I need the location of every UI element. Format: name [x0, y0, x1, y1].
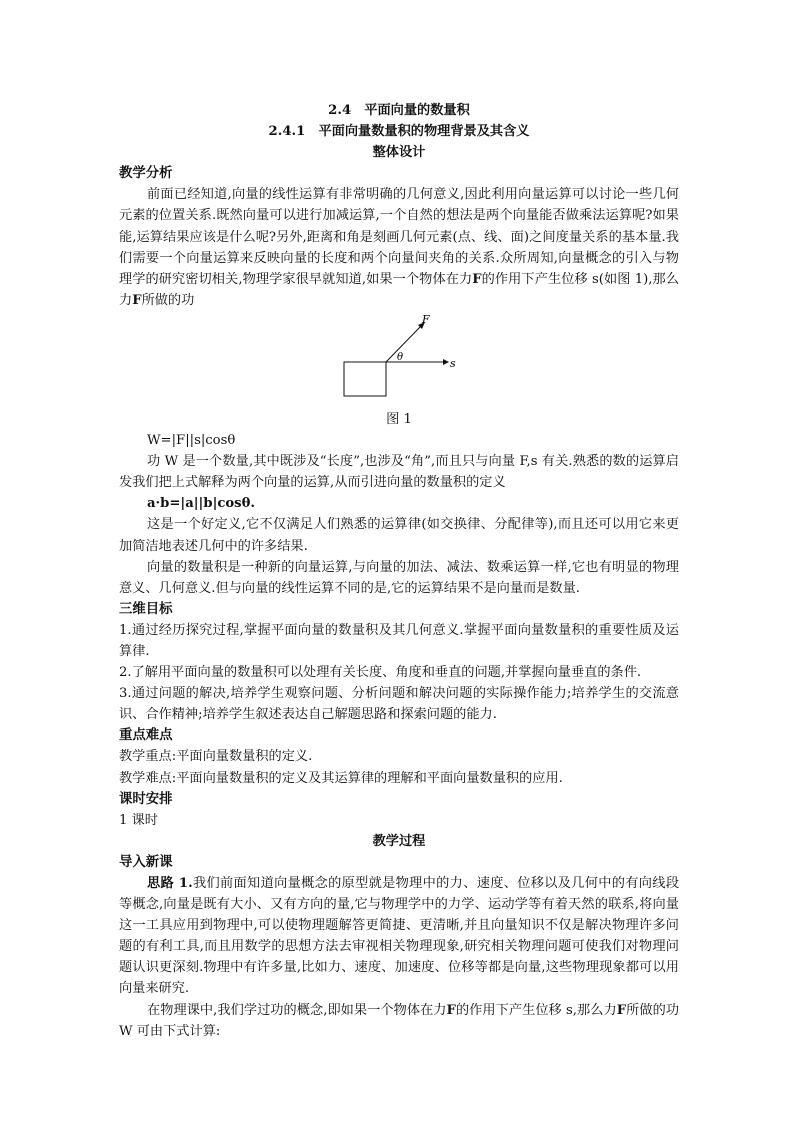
title-design: 整体设计	[372, 145, 426, 161]
analysis-paragraph-2: 功 W 是一个数量,其中既涉及“长度”,也涉及“角”,而且只与向量 F,s 有关.熟悉的数的运算启发我们把上式解释为两个向量的运算,从而引进向量的数量积的定义	[119, 454, 679, 491]
analysis-p1-text: 前面已经知道,向量的线性运算有非常明确的几何意义,因此利用向量运算可以讨论一些几何元素的位置关系.既然向量可以进行加减运算,一个自然的想法是两个向量能否做乘法运算呢?如果能,运算结果应该是什么呢?另外,距离和角是刻画几何元素(点、线、面)之间度量关系的基本量.我们需要一个向量运算来反映向量的长度和两个向量间夹角的关系.众所周知,向量概念的引入与物理学的研究密切相关,物理学家很早就知道,如果一个物体在力	[119, 187, 679, 287]
goal-item-2: 2.了解用平面向量的数量积可以处理有关长度、角度和垂直的问题,并掌握向量垂直的条件.	[119, 665, 642, 681]
heading-key-points: 重点难点	[119, 728, 173, 744]
intro-label: 思路 1.	[147, 876, 193, 891]
formula-work: W=|F||s|cosθ	[147, 433, 236, 449]
goal-item-3: 3.通过问题的解决,培养学生观察问题、分析问题和解决问题的实际操作能力;培养学生的交流意识、合作精神;培养学生叙述表达自己解题思路和探索问题的能力.	[119, 686, 679, 723]
analysis-paragraph-3: 这是一个好定义,它不仅满足人们熟悉的运算律(如交换律、分配律等),而且还可以用它来更加简洁地表述几何中的许多结果.	[119, 517, 679, 554]
force-figure	[119, 311, 679, 413]
key-focus: 教学重点:平面向量数量积的定义.	[119, 749, 313, 765]
displacement-arrowhead	[443, 359, 449, 365]
figure-caption: 图 1	[386, 411, 412, 427]
label-s: s	[450, 356, 456, 370]
heading-analysis: 教学分析	[119, 166, 173, 182]
intro-paragraph-2	[119, 1000, 679, 1042]
title-process: 教学过程	[372, 833, 426, 849]
label-F: F	[422, 312, 430, 326]
analysis-paragraph-1	[119, 184, 679, 311]
vector-F: F	[472, 271, 482, 287]
analysis-p1-mid: 的作用下产生位移 s(如图 1),那么力	[119, 271, 679, 308]
schedule-text: 1 课时	[119, 812, 158, 828]
formula-dot-product: a·b=|a||b|cosθ.	[147, 496, 255, 512]
goal-item-1: 1.通过经历探究过程,掌握平面向量的数量积及其几何意义.掌握平面向量数量积的重要性质及运算律.	[119, 622, 679, 659]
force-line	[386, 326, 421, 362]
title-main: 2.4 平面向量的数量积	[328, 103, 470, 118]
analysis-paragraph-4: 向量的数量积是一种新的向量运算,与向量的加法、减法、数乘运算一样,它也有明显的物理意义、几何意义.但与向量的线性运算不同的是,它的运算结果不是向量而是数量.	[119, 559, 679, 596]
vector-F: F	[446, 1002, 456, 1018]
force-diagram	[339, 311, 479, 401]
vector-F: F	[616, 1002, 627, 1018]
intro-p2-c: 所做的功 W 可由下式计算:	[119, 1002, 680, 1039]
intro-p1-text: 我们前面知道向量概念的原型就是物理中的力、速度、位移以及几何中的有向线段等概念,向量是既有大小、又有方向的量,它与物理学中的力学、运动学等有着天然的联系,将向量这一工具应用到物理中,可以使物理题解答更简捷、更清晰,并且向量知识不仅是解决物理许多问题的有利工具,而且用数学的思想方法去审视相关物理现象,研究相关物理问题可使我们对物理问题认识更深刻.物理中有许多量,比如力、速度、加速度、位移等都是向量,这些物理现象都可以用向量来研究.	[119, 876, 680, 997]
heading-goals: 三维目标	[119, 601, 173, 617]
title-sub: 2.4.1 平面向量数量积的物理背景及其含义	[268, 124, 530, 140]
heading-schedule: 课时安排	[119, 791, 173, 807]
label-theta: θ	[397, 351, 404, 363]
heading-intro: 导入新课	[119, 854, 173, 870]
vector-F: F	[132, 292, 142, 308]
intro-paragraph-1	[119, 873, 679, 1000]
block-shape	[344, 362, 386, 396]
key-difficulty: 教学难点:平面向量数量积的定义及其运算律的理解和平面向量数量积的应用.	[119, 770, 563, 786]
analysis-p1-end: 所做的功	[141, 292, 195, 308]
document-page	[119, 100, 679, 1042]
intro-p2-b: 的作用下产生位移 s,那么力	[455, 1002, 617, 1018]
intro-p2-a: 在物理课中,我们学过功的概念,即如果一个物体在力	[147, 1002, 447, 1018]
